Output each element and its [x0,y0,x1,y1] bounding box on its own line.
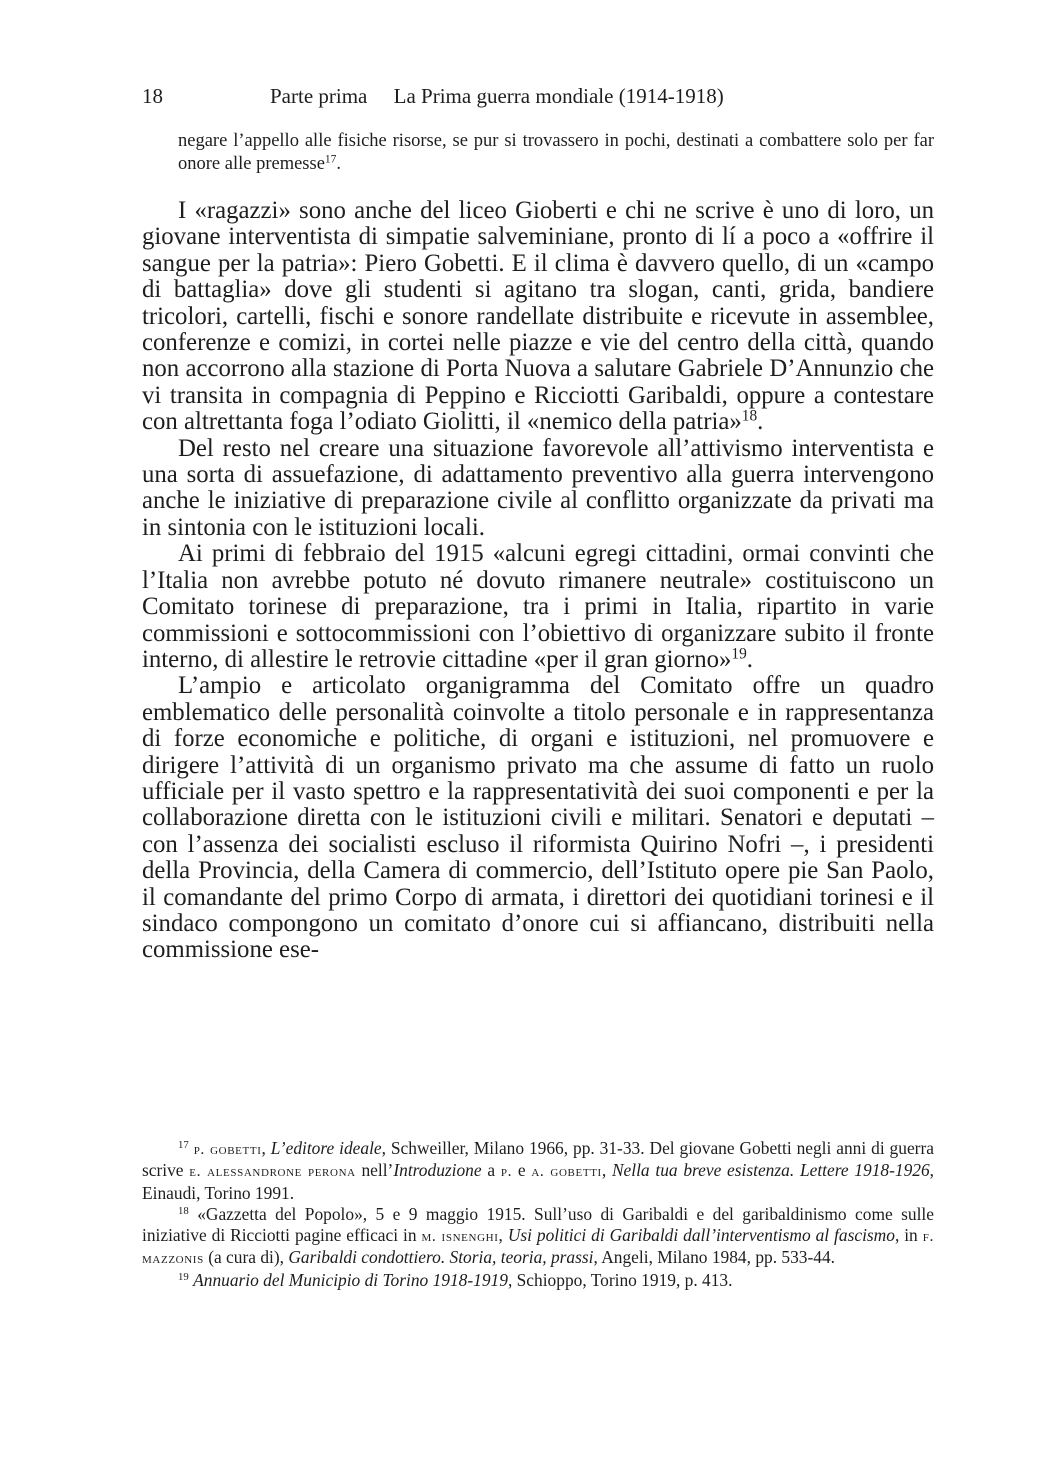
footnote-17 [142,1138,934,1204]
footnote-ref-18[interactable]: 18 [741,407,758,425]
block-quote [178,130,934,176]
running-head-title: Parte prima La Prima guerra mondiale (1914-1918) [270,84,724,108]
footnote-number: 17 [178,1139,189,1152]
footnote-text: , [261,1138,271,1158]
footnote-number: 18 [178,1204,189,1217]
author-name: p. gobetti [193,1141,262,1158]
footnote-text: e [512,1160,532,1181]
paragraph-1 [142,198,934,436]
book-title: Garibaldi condottiero. Storia, teoria, prassi [288,1247,594,1268]
footnote-text: , Schioppo, Torino 1919, p. 413. [507,1269,733,1290]
paragraph-1-tail: . [757,408,764,436]
author-name: a. gobetti [531,1163,602,1181]
author-name: e. alessandrone perona [189,1163,356,1181]
book-title: Annuario del Municipio di Torino 1918-1919 [193,1269,508,1290]
footnote-text: , [601,1160,612,1181]
paragraph-3-text: Ai primi di febbraio del 1915 «alcuni egregi cittadini, ormai convinti che l’Italia non avrebbe potuto né dovuto rimanere neutrale» costituiscono un Comitato torinese di preparazione, tra i primi in Italia, ripartito in varie commissioni e sottocommissioni con l’obiettivo di organizzare subito il fronte interno, di allestire le retrovie cittadine «per il gran giorno» [142,540,934,673]
quote-text: negare l’appello alle fisiche risorse, se pur si trovassero in pochi, destinati a combattere solo per far onore alle premesse [178,131,934,174]
book-title: Usi politici di Garibaldi dall’interventismo al fascismo [507,1225,895,1246]
paragraph-1-text: I «ragazzi» sono anche del liceo Gioberti e chi ne scrive è uno di loro, un giovane interventista di simpatie salveminiane, pronto di lí a poco a «offrire il sangue per la patria»: Piero Gobetti. E il clima è davvero quello, di un «campo di battaglia» dove gli studenti si agitano tra slogan, canti, grida, bandiere tricolori, cartelli, fischi e sonore randellate distribuite e ricevute in assemblee, conferenze e comizi, in cortei nelle piazze e vie del centro della città, quando non accorrono alla stazione di Porta Nuova a salutare Gabriele D’Annunzio che vi transita in compagnia di Peppino e Ricciotti Garibaldi, oppure a contestare con altrettanta foga l’odiato Giolitti, il «nemico della patria» [142,197,934,436]
author-name: p. [500,1163,513,1181]
footnote-text: , Angeli, Milano 1984, pp. 533-44. [593,1247,836,1268]
footnote-text: , [498,1225,508,1246]
footnote-ref-17[interactable]: 17 [324,153,337,166]
footnote-ref-19[interactable]: 19 [731,645,747,663]
paragraph-4 [142,673,934,963]
book-title: Nella tua breve esistenza. Lettere 1918-1926 [611,1160,930,1181]
body-text [142,198,934,964]
footnote-text: , Schweiller, Milano 1966, pp. 31-33. Del giovane Gobetti negli anni di guerra scrive [142,1138,934,1181]
book-title: Introduzione [393,1160,482,1181]
paragraph-4-text: L’ampio e articolato organigramma del Comitato offre un quadro emblematico delle personalità coinvolte a titolo personale e in rappresentanza di forze economiche e politiche, di organi e istituzioni, nel promuovere e dirigere l’attività di un organismo privato ma che assume di fatto un ruolo ufficiale per il vasto spettro e la rappresentatività dei suoi componenti e per la collaborazione diretta con le istituzioni civili e militari. Senatori e deputati – con l’assenza dei socialisti escluso il riformista Quirino Nofri –, i presidenti della Provincia, della Camera di commercio, dell’Istituto opere pie San Paolo, il comandante del primo Corpo di armata, i direttori dei quotidiani torinesi e il sindaco compongono un comitato d’onore cui si affiancano, distribuiti nella commissione ese- [142,672,934,964]
footnote-text: nell’ [355,1160,394,1181]
footnote-text: «Gazzetta del Popolo», 5 e 9 maggio 1915. Sull’uso di Garibaldi e del garibaldinismo come sulle iniziative di Ricciotti pagine efficaci in [142,1203,934,1246]
footnote-text: a [481,1160,501,1181]
author-name: f. mazzonis [142,1228,934,1268]
quote-tail: . [336,154,342,174]
footnote-text: , Einaudi, Torino 1991. [142,1160,935,1203]
paragraph-3 [142,541,934,673]
footnotes [142,1138,934,1291]
footnote-text: , in [894,1225,923,1246]
paragraph-2 [142,436,934,542]
footnote-number: 19 [178,1270,189,1283]
paragraph-3-tail: . [746,645,753,673]
paragraph-2-text: Del resto nel creare una situazione favorevole all’attivismo interventista e una sorta di assuefazione, di adattamento preventivo alla guerra intervengono anche le iniziative di preparazione civile al conflitto organizzate da privati ma in sintonia con le istituzioni locali. [142,434,934,541]
author-name: m. isnenghi [421,1228,499,1246]
running-head [142,84,934,112]
book-title: L’editore ideale [270,1138,382,1158]
page-number: 18 [142,84,163,108]
footnote-18 [142,1204,934,1270]
footnote-text: (a cura di), [203,1247,289,1268]
footnote-19 [142,1270,934,1291]
